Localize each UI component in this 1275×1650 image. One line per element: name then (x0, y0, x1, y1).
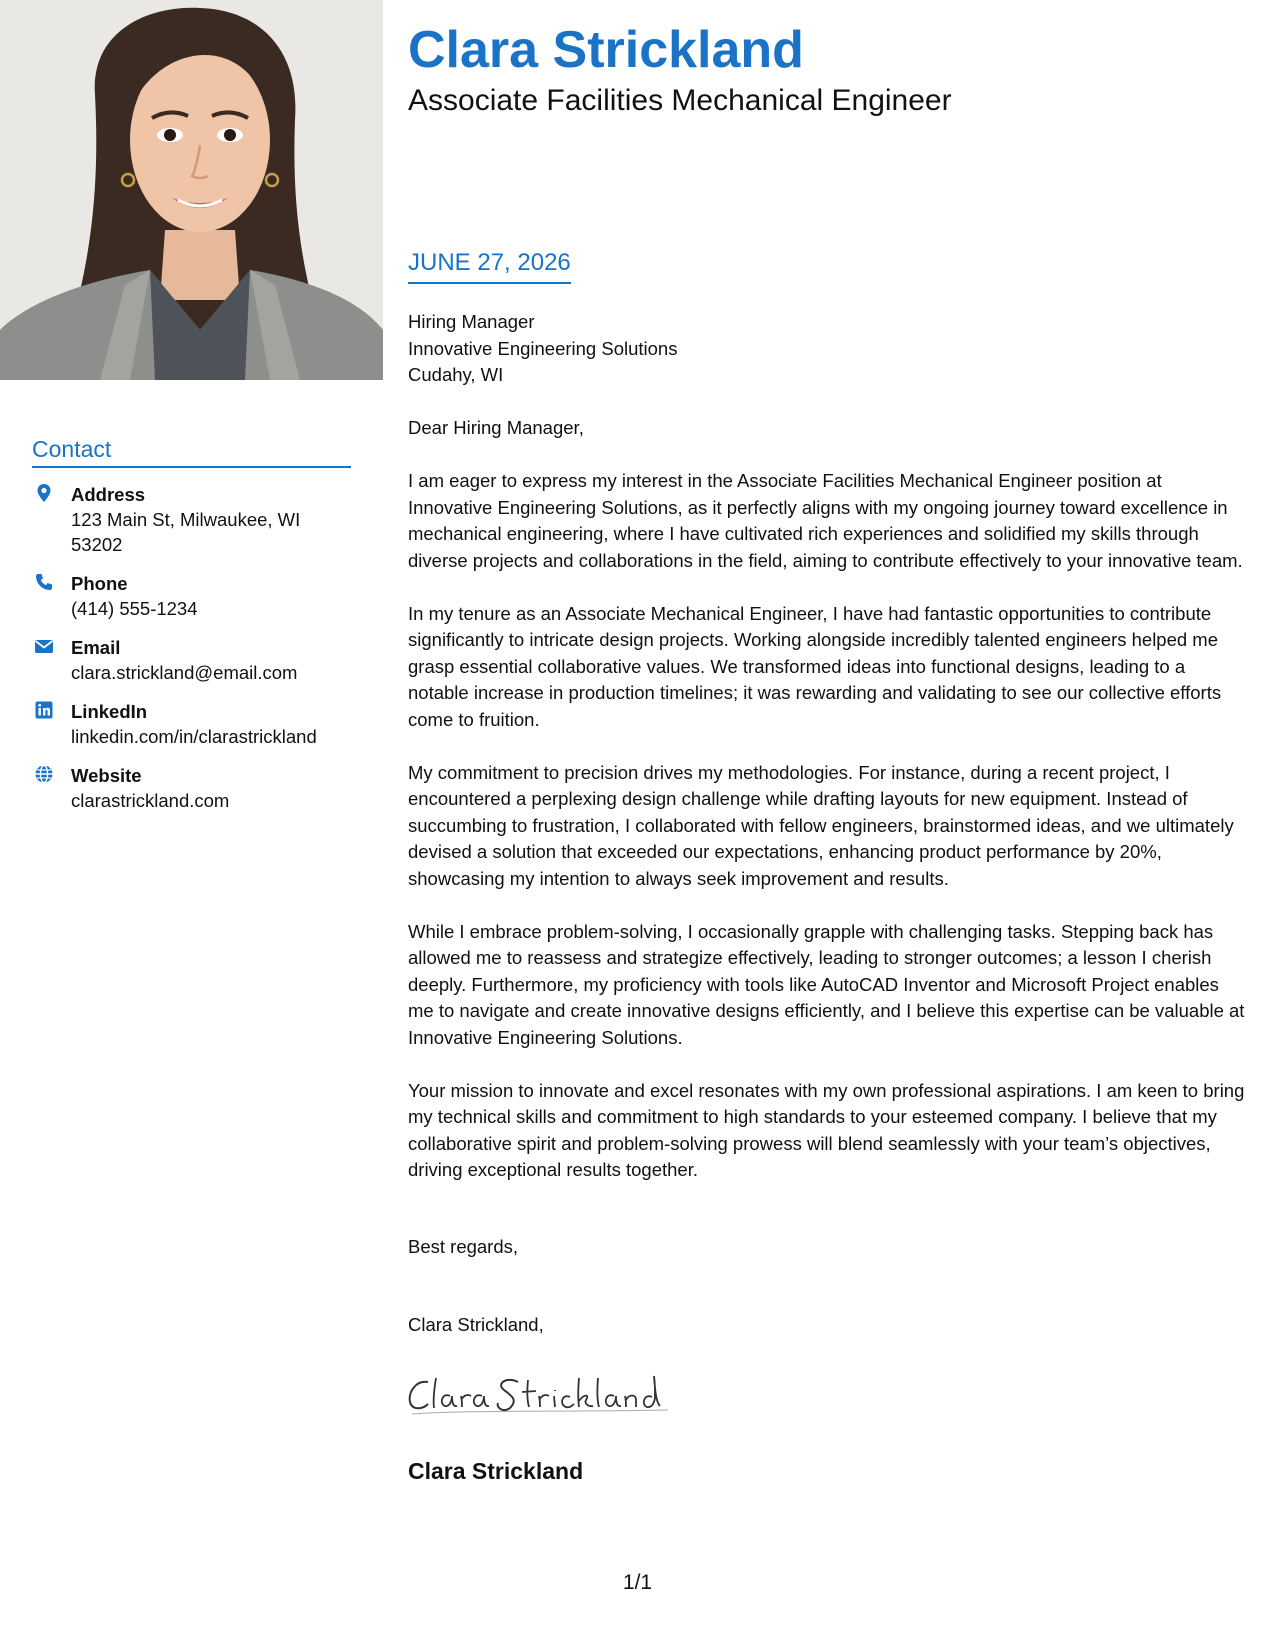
letter-paragraph: I am eager to express my interest in the Associate Facilities Mechanical Engineer position at Innovative Engineering Solutions, as it perfectly aligns with my ongoing journey toward excellence in mechanical engineering, where I have cultivated rich experiences and solidified my skills through diverse projects and collaborations in the field, aiming to contribute effectively to your innovative team. (408, 470, 1243, 571)
contact-label-website: Website (71, 765, 142, 786)
letter-date: JUNE 27, 2026 (408, 250, 571, 284)
letter-paragraph: While I embrace problem-solving, I occasionally grapple with challenging tasks. Stepping back has allowed me to reassess and strategize effectively, leading to stronger outcomes; a lesson I cherish deeply. Furthermore, my proficiency with tools like AutoCAD Inventor and Microsoft Project enables me to navigate and create innovative designs efficiently, and I believe this expertise can be valuable at Innovative Engineering Solutions. (408, 920, 1245, 1048)
contact-label-phone: Phone (71, 573, 128, 594)
contact-label-address: Address (71, 484, 146, 505)
contact-item-phone (32, 571, 362, 621)
handwritten-signature (406, 1370, 676, 1420)
recipient-line: Innovative Engineering Solutions (408, 337, 678, 359)
contact-value-email[interactable]: clara.strickland@email.com (71, 662, 298, 683)
profile-photo (0, 0, 383, 380)
contact-value-website[interactable]: clarastrickland.com (71, 790, 230, 811)
email-icon (34, 636, 54, 656)
letter-paragraph: Your mission to innovate and excel resonates with my own professional aspirations. I am keen to bring my technical skills and commitment to high standards to your esteemed company. I believe that my collaborative spirit and problem-solving prowess will blend seamlessly with your team’s objectives, driving exceptional results together. (408, 1079, 1245, 1180)
contact-list (32, 482, 362, 827)
job-title: Associate Facilities Mechanical Engineer (408, 84, 952, 117)
phone-icon (34, 572, 54, 592)
applicant-name: Clara Strickland (408, 21, 804, 79)
signed-name: Clara Strickland, (408, 1314, 544, 1335)
contact-item-address (32, 482, 362, 557)
contact-item-website (32, 763, 362, 813)
recipient-line: Cudahy, WI (408, 364, 504, 385)
letter-paragraph: In my tenure as an Associate Mechanical Engineer, I have had fantastic opportunities to contribute significantly to intricate design projects. Working alongside incredibly talented engineers helped me grasp essential collaborative values. We transformed ideas into functional designs, leading to a notable increase in production timelines; it was rewarding and validating to see our collective efforts come to fruition. (408, 602, 1222, 730)
contact-value-linkedin[interactable]: linkedin.com/in/clarastrickland (71, 726, 317, 747)
letter-paragraph: My commitment to precision drives my methodologies. For instance, during a recent project, I encountered a perplexing design challenge while drafting layouts for new equipment. Instead of succumbing to frustration, I collaborated with fellow engineers, brainstormed ideas, and we ultimately devised a solution that exceeded our expectations, enhancing product performance by 20%, showcasing my intention to always seek improvement and results. (408, 761, 1234, 889)
contact-label-email: Email (71, 637, 121, 658)
recipient-line: Hiring Manager (408, 311, 535, 332)
globe-icon (34, 764, 54, 784)
location-pin-icon (34, 483, 54, 503)
contact-section-title: Contact (32, 436, 351, 468)
contact-label-linkedin: LinkedIn (71, 701, 148, 722)
contact-item-linkedin (32, 699, 362, 749)
contact-value-address: 123 Main St, Milwaukee, WI 53202 (71, 509, 301, 555)
letter-body (408, 415, 1248, 1210)
contact-item-email (32, 635, 362, 685)
recipient-block (408, 309, 677, 389)
closing: Best regards, (408, 1236, 519, 1257)
linkedin-icon (34, 700, 54, 720)
salutation: Dear Hiring Manager, (408, 417, 584, 438)
page-number: 1/1 (622, 1571, 653, 1594)
contact-value-phone: (414) 555-1234 (71, 598, 198, 619)
printed-name: Clara Strickland (408, 1458, 584, 1484)
